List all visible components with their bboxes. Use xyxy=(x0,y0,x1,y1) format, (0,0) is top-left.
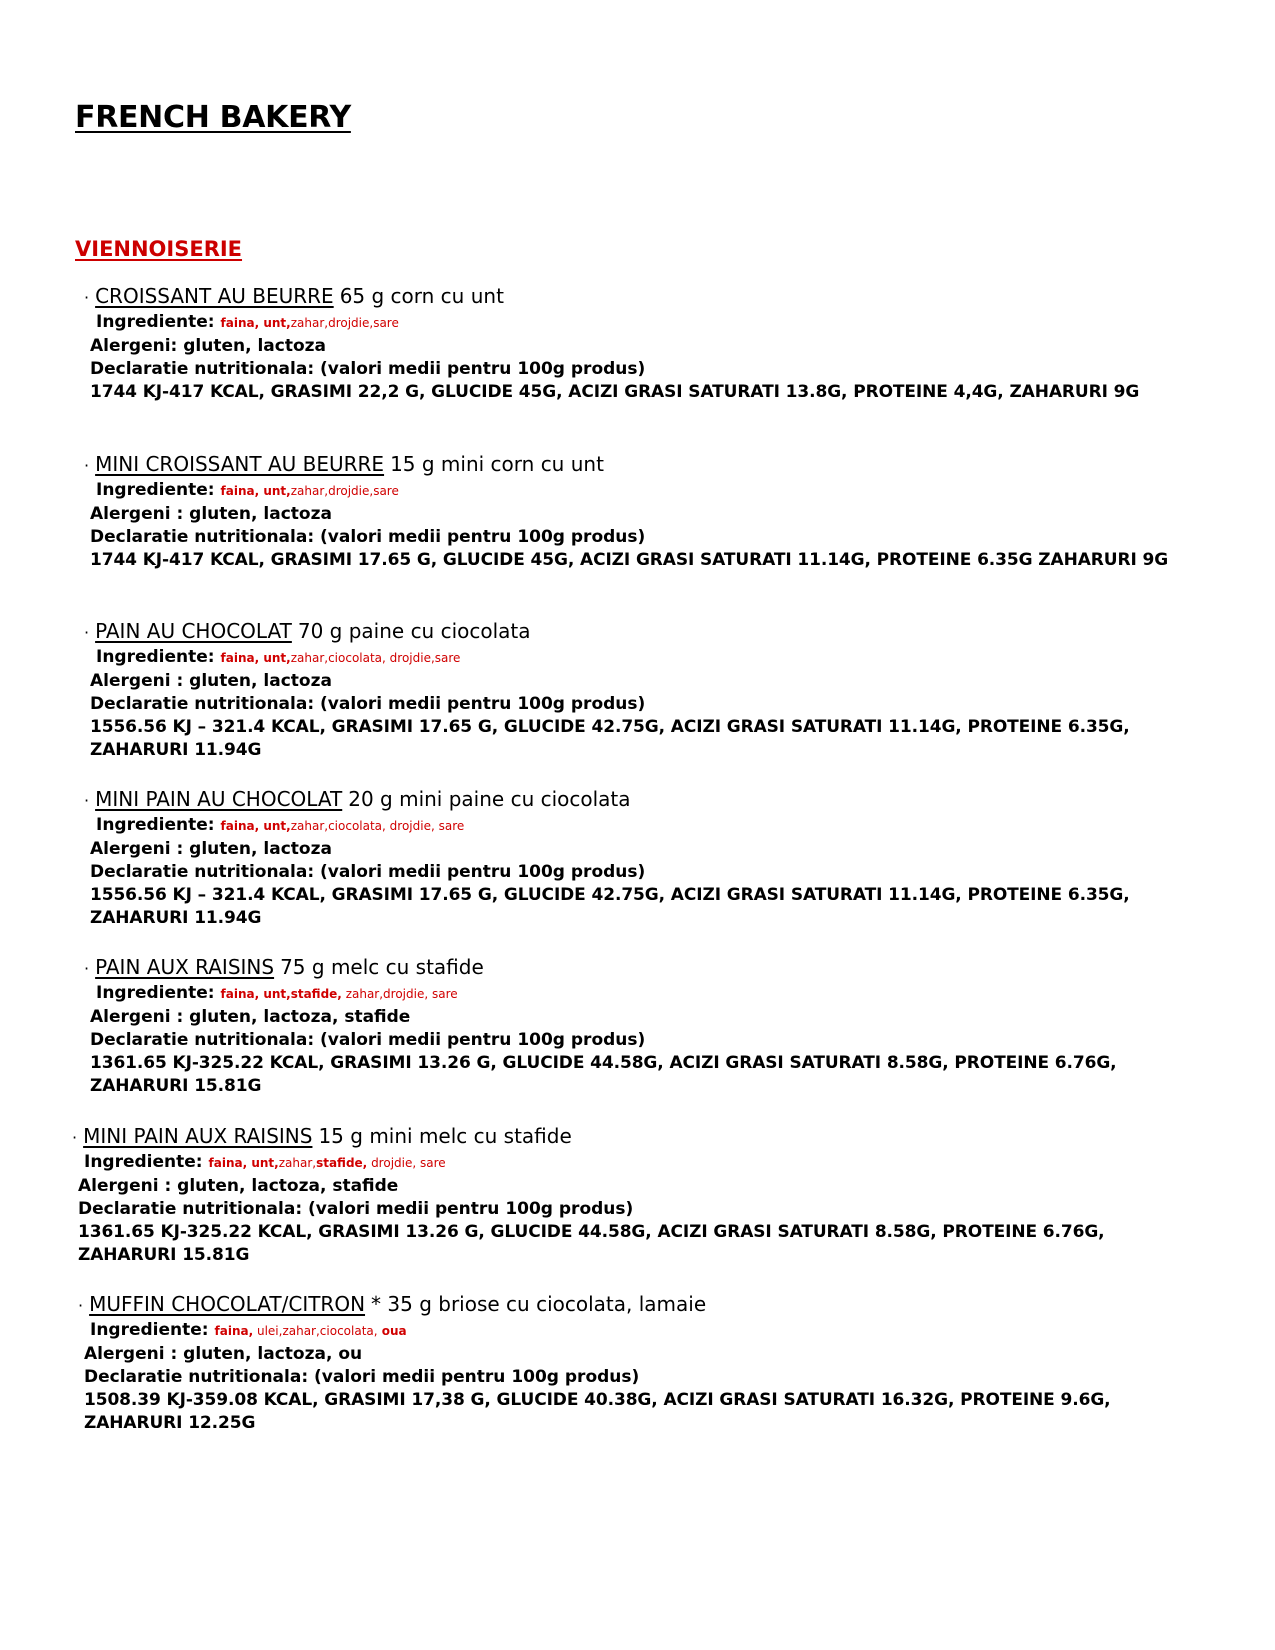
ingredient-text: faina, xyxy=(214,1324,254,1338)
product-heading xyxy=(84,786,1224,814)
section-title: VIENNOISERIE xyxy=(75,237,243,261)
bullet-icon: · xyxy=(72,1128,78,1147)
ingredients-label: Ingrediente: xyxy=(96,815,221,835)
ingredient-text: faina, unt, xyxy=(208,1156,279,1170)
ingredient-text: faina, unt,stafide, xyxy=(220,987,342,1001)
product-name: PAIN AUX RAISINS xyxy=(95,955,275,979)
product-description: 15 g mini melc cu stafide xyxy=(318,1124,572,1148)
ingredients-list xyxy=(209,1156,446,1170)
product-description: 15 g mini corn cu unt xyxy=(390,452,604,476)
ingredient-text: stafide, xyxy=(316,1156,368,1170)
ingredients-line xyxy=(84,311,1224,335)
nutrition-values: 1508.39 KJ-359.08 KCAL, GRASIMI 17,38 G, GLUCIDE 40.38G, ACIZI GRASI SATURATI 16.32G, PROTEINE 9.6G, ZAHARURI 12.25G xyxy=(84,1390,1111,1433)
product-name: MINI PAIN AUX RAISINS xyxy=(83,1124,313,1148)
nutrition-values: 1361.65 KJ-325.22 KCAL, GRASIMI 13.26 G, GLUCIDE 44.58G, ACIZI GRASI SATURATI 8.58G, PROTEINE 6.76G, ZAHARURI 15.81G xyxy=(78,1222,1105,1265)
product-item xyxy=(84,786,1224,930)
product-description: 70 g paine cu ciocolata xyxy=(297,619,531,643)
product-item xyxy=(84,954,1224,1098)
product-name: MUFFIN CHOCOLAT/CITRON xyxy=(89,1292,366,1316)
product-heading xyxy=(78,1291,1218,1319)
bullet-icon: · xyxy=(84,456,90,475)
product-description: 75 g melc cu stafide xyxy=(280,955,484,979)
product-heading xyxy=(84,618,1224,646)
product-item xyxy=(78,1291,1218,1435)
nutrition-label: Declaratie nutritionala: (valori medii pentru 100g produs) xyxy=(78,1199,634,1219)
ingredients-line xyxy=(72,1151,1212,1175)
allergens-line: Alergeni : gluten, lactoza xyxy=(90,504,332,524)
ingredient-text: zahar,ciocolata, drojdie, sare xyxy=(290,819,465,833)
product-heading xyxy=(84,954,1224,982)
allergens-line: Alergeni : gluten, lactoza, ou xyxy=(84,1344,363,1364)
product-description: 20 g mini paine cu ciocolata xyxy=(348,787,631,811)
nutrition-label: Declaratie nutritionala: (valori medii pentru 100g produs) xyxy=(84,1367,640,1387)
nutrition-values: 1744 KJ-417 KCAL, GRASIMI 22,2 G, GLUCIDE 45G, ACIZI GRASI SATURATI 13.8G, PROTEINE 4,4G, ZAHARURI 9G xyxy=(90,382,1140,402)
ingredients-label: Ingrediente: xyxy=(96,480,221,500)
ingredient-text: zahar,drojdie, sare xyxy=(341,987,458,1001)
nutrition-values: 1361.65 KJ-325.22 KCAL, GRASIMI 13.26 G, GLUCIDE 44.58G, ACIZI GRASI SATURATI 8.58G, PROTEINE 6.76G, ZAHARURI 15.81G xyxy=(90,1053,1117,1096)
ingredients-label: Ingrediente: xyxy=(96,312,221,332)
ingredients-list xyxy=(221,316,399,330)
ingredient-text: faina, unt, xyxy=(220,819,291,833)
nutrition-label: Declaratie nutritionala: (valori medii pentru 100g produs) xyxy=(90,359,646,379)
nutrition-values: 1556.56 KJ – 321.4 KCAL, GRASIMI 17.65 G, GLUCIDE 42.75G, ACIZI GRASI SATURATI 11.14G, PROTEINE 6.35G, ZAHARURI 11.94G xyxy=(90,885,1130,928)
ingredient-text: zahar,drojdie,sare xyxy=(290,316,399,330)
product-description: * 35 g briose cu ciocolata, lamaie xyxy=(371,1292,707,1316)
product-heading xyxy=(84,451,1224,479)
ingredients-line xyxy=(84,982,1224,1006)
document-title: FRENCH BAKERY xyxy=(75,100,351,135)
ingredient-text: drojdie, sare xyxy=(367,1156,446,1170)
allergens-line: Alergeni : gluten, lactoza xyxy=(90,839,332,859)
allergens-line: Alergeni : gluten, lactoza xyxy=(90,671,332,691)
ingredients-line xyxy=(84,479,1224,503)
bullet-icon: · xyxy=(84,959,90,978)
ingredient-text: zahar,drojdie,sare xyxy=(290,484,399,498)
ingredients-line xyxy=(78,1319,1218,1343)
ingredients-label: Ingrediente: xyxy=(96,647,221,667)
product-item xyxy=(84,283,1224,404)
ingredients-line xyxy=(84,814,1224,838)
allergens-line: Alergeni : gluten, lactoza, stafide xyxy=(90,1007,411,1027)
nutrition-label: Declaratie nutritionala: (valori medii pentru 100g produs) xyxy=(90,1030,646,1050)
ingredient-text: faina, unt, xyxy=(220,484,291,498)
product-item xyxy=(84,451,1224,572)
product-heading xyxy=(72,1123,1212,1151)
nutrition-values: 1556.56 KJ – 321.4 KCAL, GRASIMI 17.65 G, GLUCIDE 42.75G, ACIZI GRASI SATURATI 11.14G, PROTEINE 6.35G, ZAHARURI 11.94G xyxy=(90,717,1130,760)
ingredient-text: oua xyxy=(377,1324,407,1338)
ingredient-text: zahar, xyxy=(278,1156,317,1170)
bullet-icon: · xyxy=(84,791,90,810)
ingredient-text: zahar,ciocolata, drojdie,sare xyxy=(290,651,461,665)
product-item xyxy=(84,618,1224,762)
product-name: PAIN AU CHOCOLAT xyxy=(95,619,292,643)
ingredients-line xyxy=(84,646,1224,670)
ingredient-text: ulei,zahar,ciocolata, xyxy=(253,1324,378,1338)
ingredients-label: Ingrediente: xyxy=(90,1320,215,1340)
nutrition-label: Declaratie nutritionala: (valori medii pentru 100g produs) xyxy=(90,527,646,547)
nutrition-values: 1744 KJ-417 KCAL, GRASIMI 17.65 G, GLUCIDE 45G, ACIZI GRASI SATURATI 11.14G, PROTEINE 6.35G ZAHARURI 9G xyxy=(90,550,1169,570)
bullet-icon: · xyxy=(78,1296,84,1315)
ingredients-list xyxy=(221,651,461,665)
bullet-icon: · xyxy=(84,623,90,642)
product-description: 65 g corn cu unt xyxy=(339,284,504,308)
ingredients-label: Ingrediente: xyxy=(84,1152,209,1172)
product-name: MINI CROISSANT AU BEURRE xyxy=(95,452,385,476)
product-heading xyxy=(84,283,1224,311)
product-name: CROISSANT AU BEURRE xyxy=(95,284,334,308)
allergens-line: Alergeni: gluten, lactoza xyxy=(90,336,327,356)
ingredients-label: Ingrediente: xyxy=(96,983,221,1003)
ingredients-list xyxy=(221,987,458,1001)
ingredient-text: faina, unt, xyxy=(220,651,291,665)
bullet-icon: · xyxy=(84,288,90,307)
allergens-line: Alergeni : gluten, lactoza, stafide xyxy=(78,1176,399,1196)
product-item xyxy=(72,1123,1212,1267)
ingredients-list xyxy=(221,819,465,833)
nutrition-label: Declaratie nutritionala: (valori medii pentru 100g produs) xyxy=(90,862,646,882)
ingredient-text: faina, unt, xyxy=(220,316,291,330)
product-name: MINI PAIN AU CHOCOLAT xyxy=(95,787,343,811)
nutrition-label: Declaratie nutritionala: (valori medii pentru 100g produs) xyxy=(90,694,646,714)
ingredients-list xyxy=(215,1324,407,1338)
ingredients-list xyxy=(221,484,399,498)
